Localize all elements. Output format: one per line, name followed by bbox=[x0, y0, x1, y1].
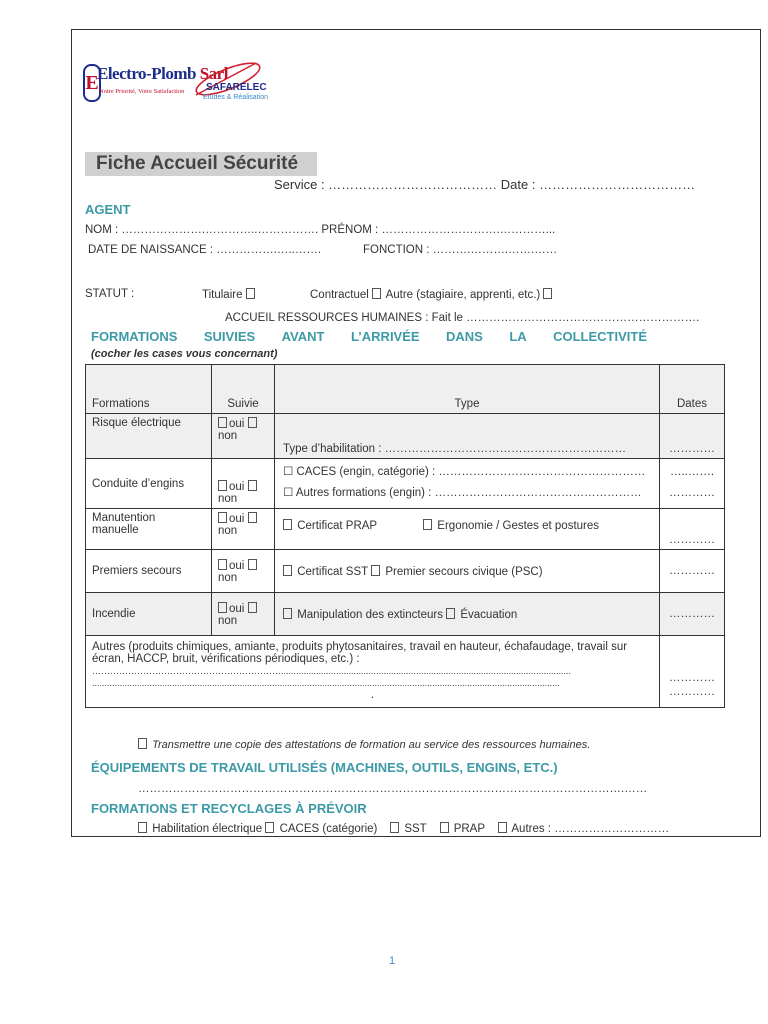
table-row: Risque électrique oui non Type d’habilitation : ……………………………………………………… ………… bbox=[86, 414, 725, 459]
recyclages-heading: FORMATIONS ET RECYCLAGES À PRÉVOIR bbox=[91, 801, 367, 816]
col-header-type: Type bbox=[275, 365, 660, 414]
electro-e-icon: E bbox=[83, 64, 101, 102]
table-row: Manutention manuelle oui non Certificat PRAP Ergonomie / Gestes et postures ………… bbox=[86, 509, 725, 550]
service-date-line[interactable]: Service : ………………………………… Date : ……………………………… bbox=[274, 177, 696, 192]
agent-heading: AGENT bbox=[85, 202, 131, 217]
col-header-formations: Formations bbox=[86, 365, 212, 414]
transmettre-note[interactable]: Transmettre une copie des attestations de formation au service des ressources humaines. bbox=[138, 738, 590, 751]
statut-label: STATUT : bbox=[85, 288, 135, 300]
table-row: Conduite d’engins oui non ☐ CACES (engin, catégorie) : ……………………………………………… ☐ Autres formations (engin) : ……………………………………………… …..……. ………… bbox=[86, 459, 725, 509]
accueil-rh-line[interactable]: ACCUEIL RESSOURCES HUMAINES : Fait le ……………………………………………………. bbox=[225, 312, 700, 324]
formations-heading: FORMATIONS SUIVIES AVANT L’ARRIVÉE DANS LA COLLECTIVITÉ bbox=[91, 329, 647, 344]
safarelec-subtitle: Etudes & Réalisation bbox=[203, 94, 268, 101]
transmettre-checkbox[interactable] bbox=[138, 738, 147, 749]
electro-logo-tagline: Notre Priorité, Votre Satisfaction bbox=[99, 88, 185, 95]
title-banner bbox=[85, 152, 317, 176]
equipements-line[interactable]: ……………………………………………………………………………………………………………….…… bbox=[138, 783, 648, 795]
formations-table bbox=[85, 364, 725, 708]
birth-date-field[interactable]: DATE DE NAISSANCE : …………….…..……. bbox=[88, 244, 322, 256]
table-header-row bbox=[86, 365, 725, 414]
electro-logo-name: Electro-Plomb Sarl bbox=[97, 64, 228, 83]
formations-note: (cocher les cases vous concernant) bbox=[91, 348, 278, 360]
col-header-suivie: Suivie bbox=[212, 365, 275, 414]
recyclages-options: Habilitation électrique CACES (catégorie) SST PRAP Autres : ………………………… bbox=[138, 822, 669, 835]
contractuel-checkbox[interactable] bbox=[372, 288, 381, 299]
suivie-cell[interactable]: oui non bbox=[212, 509, 275, 550]
table-row: Autres (produits chimiques, amiante, produits phytosanitaires, travail en hauteur, échafaudage, travail sur écran, HACCP, bruit, vérifications périodiques, etc.) : ……………………………………………………….................................................................................................................... ........................................................................................................................................................................................... . ………… ………… bbox=[86, 636, 725, 708]
nom-prenom-field[interactable]: NOM : ………………….…………..……………. PRÉNOM : ………………………….…………... bbox=[85, 224, 556, 236]
suivie-cell[interactable]: oui non bbox=[212, 459, 275, 509]
statut-contractuel[interactable]: Contractuel Autre (stagiaire, apprenti, etc.) bbox=[310, 288, 554, 301]
fonction-field[interactable]: FONCTION : ……….……….…….…… bbox=[363, 244, 558, 256]
suivie-cell[interactable]: oui non bbox=[212, 550, 275, 593]
page-number: 1 bbox=[389, 955, 396, 967]
autre-checkbox[interactable] bbox=[543, 288, 552, 299]
page-title: Fiche Accueil Sécurité bbox=[96, 153, 299, 174]
col-header-dates: Dates bbox=[660, 365, 725, 414]
safarelec-name: SAFARELEC bbox=[206, 82, 267, 93]
suivie-cell[interactable]: oui non bbox=[212, 414, 275, 459]
table-row: Incendie oui non Manipulation des extincteurs Évacuation ………… bbox=[86, 593, 725, 636]
table-row: Premiers secours oui non Certificat SST Premier secours civique (PSC) ………… bbox=[86, 550, 725, 593]
titulaire-checkbox[interactable] bbox=[246, 288, 255, 299]
equipements-heading: ÉQUIPEMENTS DE TRAVAIL UTILISÉS (MACHINES, OUTILS, ENGINS, ETC.) bbox=[91, 760, 558, 775]
suivie-cell[interactable]: oui non bbox=[212, 593, 275, 636]
safarelec-logo bbox=[190, 55, 270, 105]
statut-titulaire[interactable]: Titulaire bbox=[202, 288, 257, 301]
